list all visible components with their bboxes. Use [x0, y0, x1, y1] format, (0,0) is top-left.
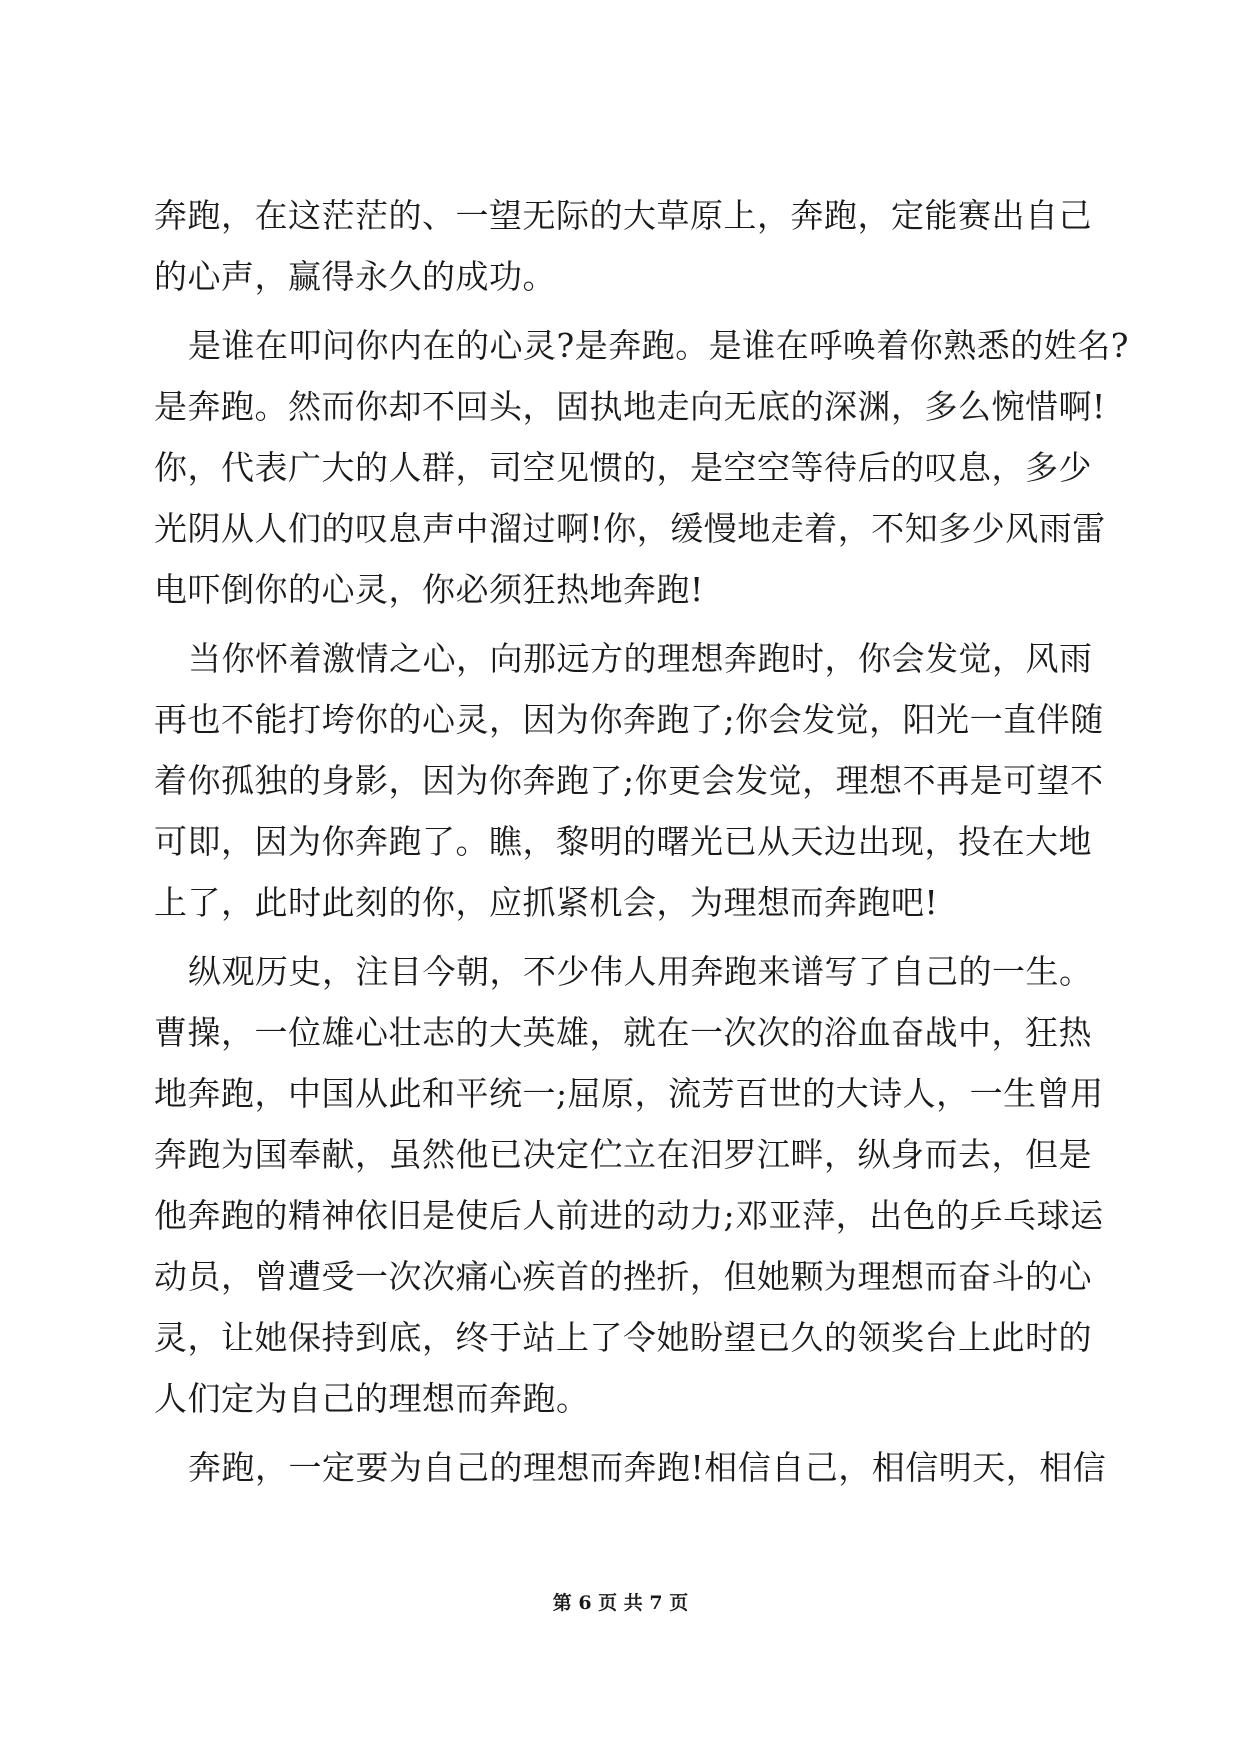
- text-line: 奔跑为国奉献，虽然他已决定伫立在汨罗江畔，纵身而去，但是: [154, 1135, 1092, 1174]
- text-line: 电吓倒你的心灵，你必须狂热地奔跑!: [154, 570, 704, 609]
- text-line: 是谁在叩问你内在的心灵?是奔跑。是谁在呼唤着你熟悉的姓名?: [188, 326, 1129, 365]
- text-line: 曹操，一位雄心壮志的大英雄，就在一次次的浴血奋战中，狂热: [154, 1013, 1092, 1052]
- text-line: 灵，让她保持到底，终于站上了令她盼望已久的领奖台上此时的: [154, 1318, 1092, 1357]
- document-body: [154, 185, 1129, 1498]
- text-line: 奔跑，一定要为自己的理想而奔跑!相信自己，相信明天，相信: [188, 1448, 1107, 1487]
- text-line: 着你孤独的身影，因为你奔跑了;你更会发觉，理想不再是可望不: [154, 761, 1104, 800]
- page-number-footer: 第 6 页 共 7 页: [552, 1592, 689, 1614]
- text-line: 的心声，赢得永久的成功。: [154, 257, 556, 296]
- paragraph-gap: [154, 307, 1088, 315]
- text-line: 奔跑，在这茫茫的、一望无际的大草原上，奔跑，定能赛出自己: [154, 196, 1092, 235]
- text-line: 光阴从人们的叹息声中溜过啊!你，缓慢地走着，不知多少风雨雷: [154, 509, 1106, 548]
- text-line: 动员，曾遭受一次次痛心疾首的挫折，但她颗为理想而奋斗的心: [154, 1257, 1092, 1296]
- text-line: 上了，此时此刻的你，应抓紧机会，为理想而奔跑吧!: [154, 883, 939, 922]
- text-line: 当你怀着激情之心，向那远方的理想奔跑时，你会发觉，风雨: [188, 639, 1093, 678]
- paragraph: [154, 1437, 1107, 1498]
- text-line: 纵观历史，注目今朝，不少伟人用奔跑来谱写了自己的一生。: [188, 952, 1093, 991]
- text-line: 是奔跑。然而你却不回头，固执地走向无底的深渊，多么惋惜啊!: [154, 387, 1106, 426]
- paragraph: [154, 185, 1092, 307]
- paragraph-gap: [154, 933, 1088, 941]
- paragraph: [154, 628, 1104, 933]
- text-line: 他奔跑的精神依旧是使后人前进的动力;邓亚萍，出色的乒乓球运: [154, 1196, 1104, 1235]
- text-line: 再也不能打垮你的心灵，因为你奔跑了;你会发觉，阳光一直伴随: [154, 700, 1104, 739]
- text-line: 你，代表广大的人群，司空见惯的，是空空等待后的叹息，多少: [154, 448, 1092, 487]
- text-line: 地奔跑，中国从此和平统一;屈原，流芳百世的大诗人，一生曾用: [154, 1074, 1104, 1113]
- paragraph-gap: [154, 620, 1088, 628]
- paragraph: [154, 315, 1129, 620]
- text-line: 人们定为自己的理想而奔跑。: [154, 1379, 590, 1418]
- paragraph-gap: [154, 1429, 1088, 1437]
- text-line: 可即，因为你奔跑了。瞧，黎明的曙光已从天边出现，投在大地: [154, 822, 1092, 861]
- paragraph: [154, 941, 1104, 1429]
